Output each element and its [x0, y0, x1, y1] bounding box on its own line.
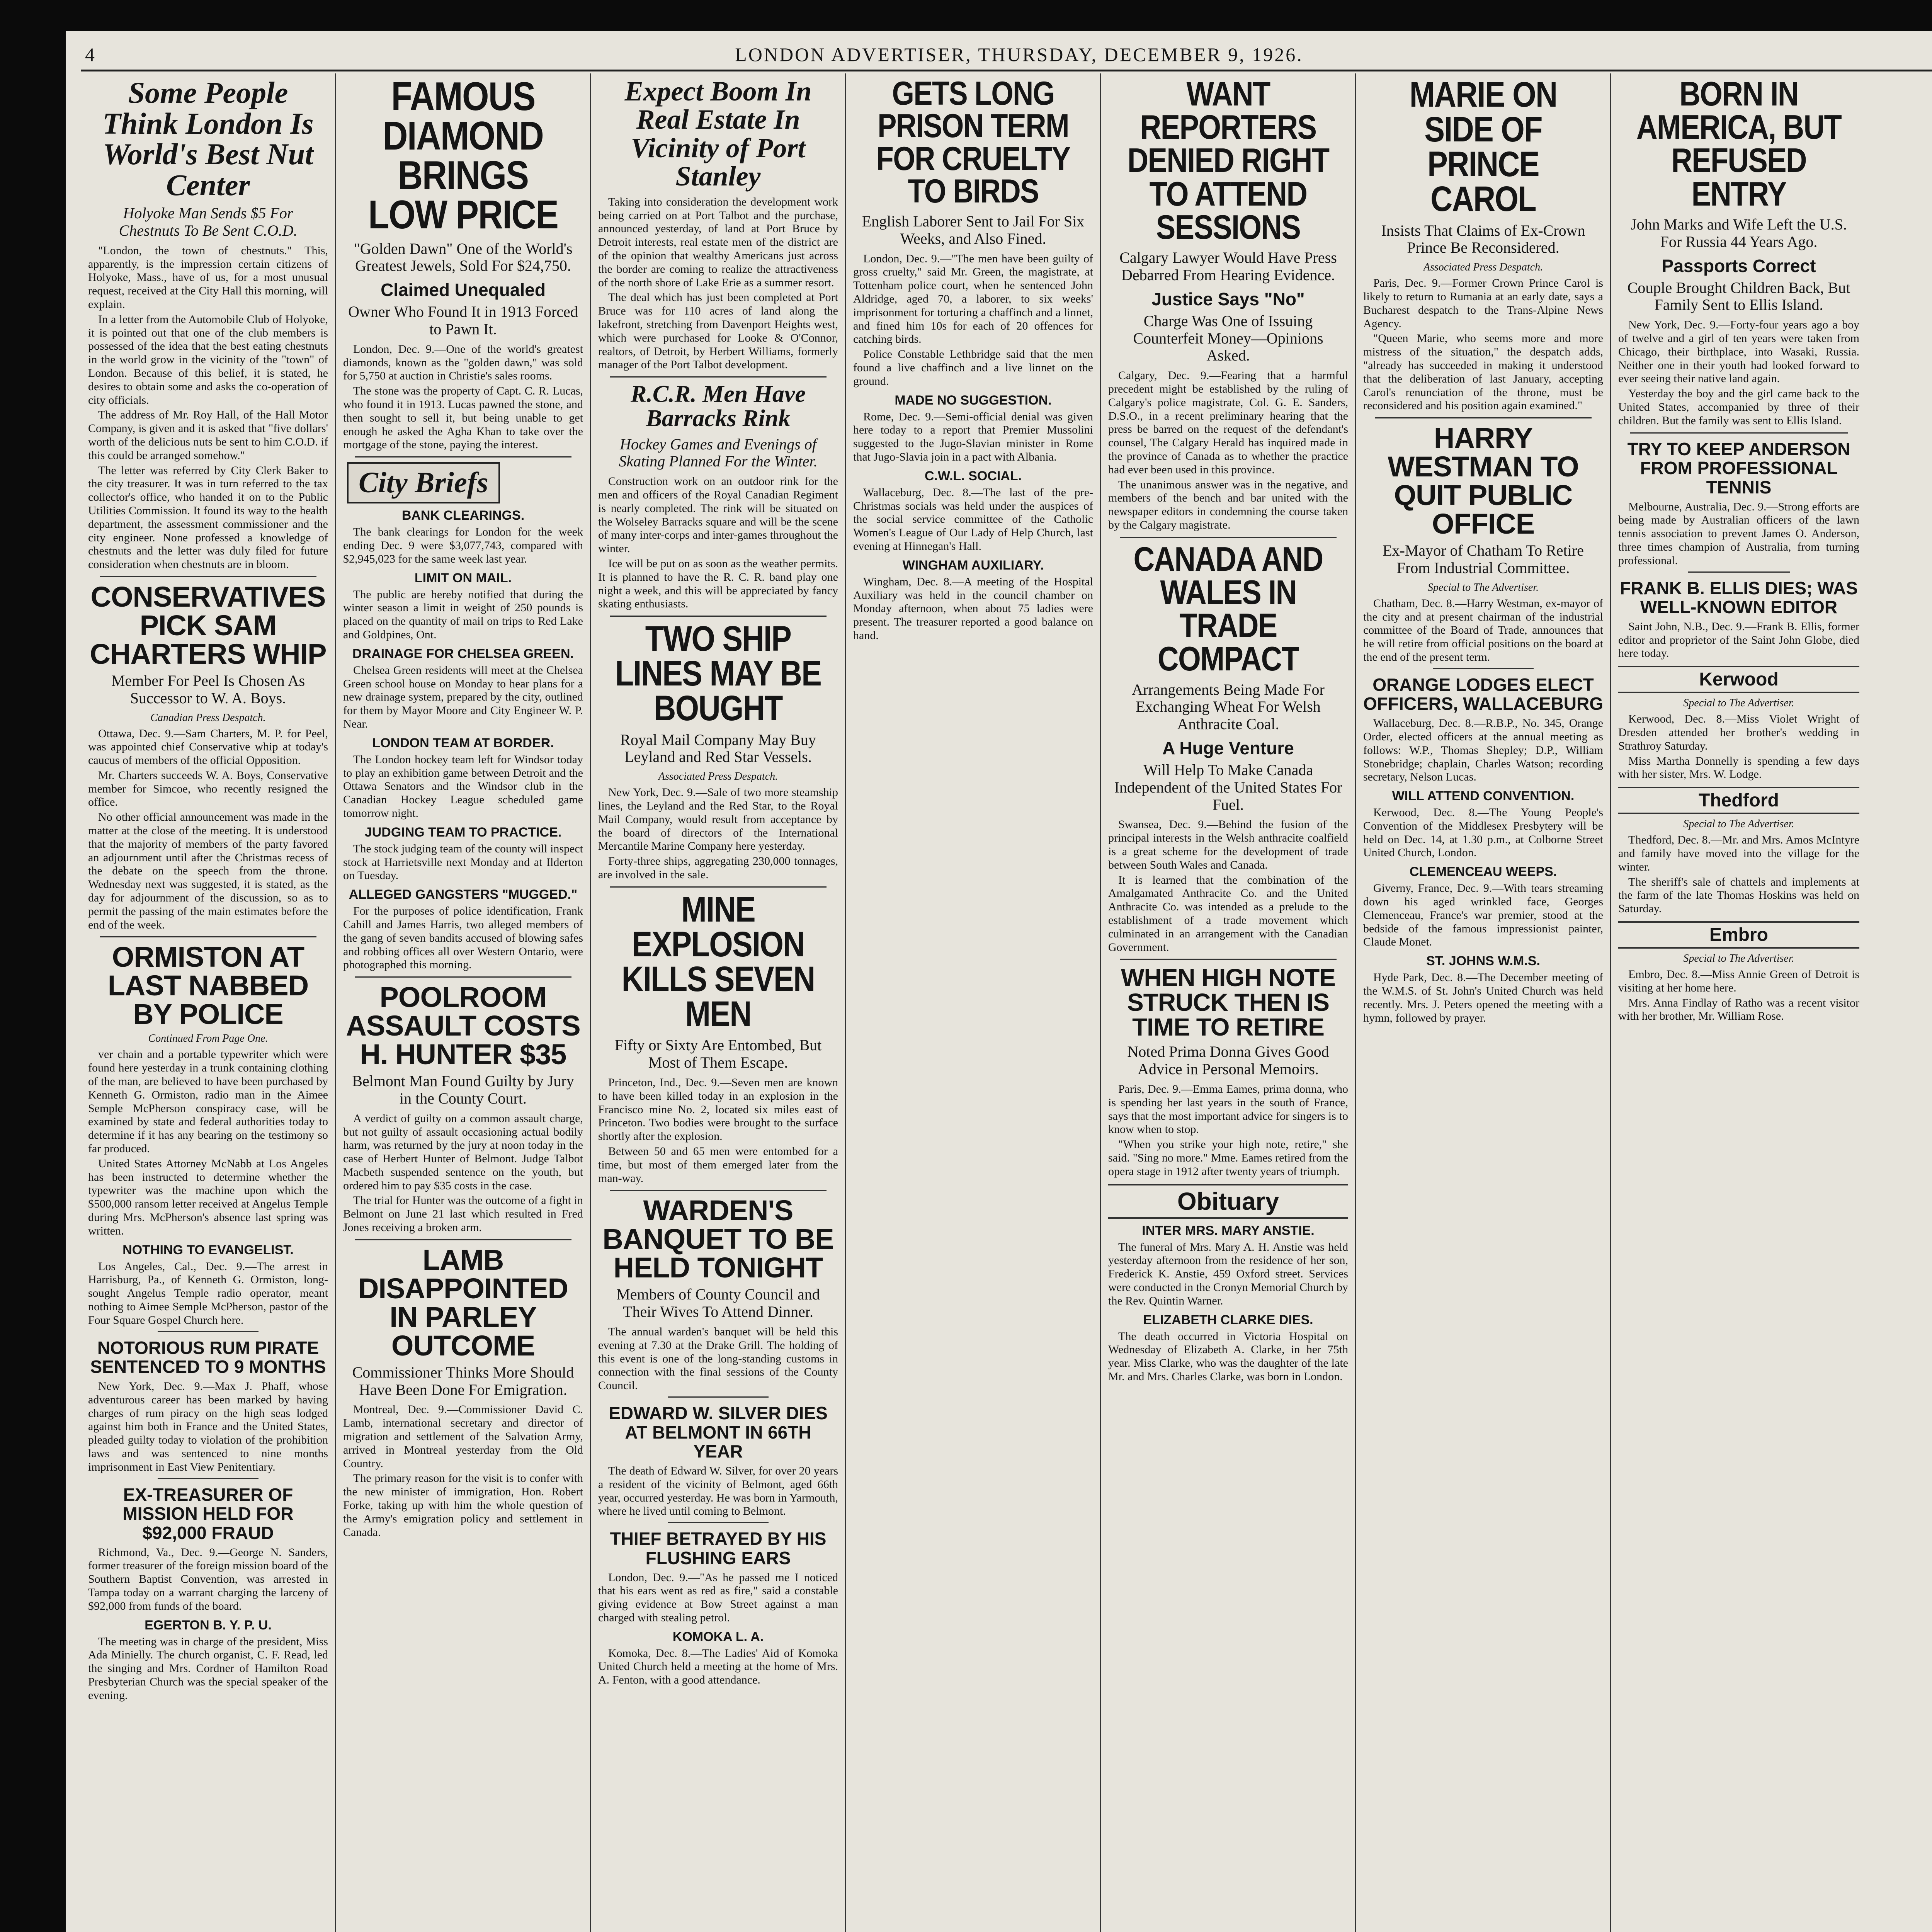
- paragraph: Wingham, Dec. 8.—A meeting of the Hospital Auxiliary was held in the council chamber on Monday afternoon, when about 75 ladies were present. The treasurer reported a good balance on hand.: [853, 575, 1093, 642]
- headline-ship-lines: TWO SHIP LINES MAY BE BOUGHT: [615, 619, 821, 728]
- paragraph: The annual warden's banquet will be held this evening at 7.30 at the Drake Grill. The holding of this event is one of the long-standing customs in connection with the final sessions of the County Council.: [598, 1325, 838, 1392]
- paragraph: Richmond, Va., Dec. 9.—George N. Sanders, former treasurer of the foreign mission board of the Southern Baptist Convention, was arrested in Tampa today on a warrant charging the larceny of $92,000 from funds of the board.: [88, 1546, 328, 1612]
- headline-ormiston: ORMISTON AT LAST NABBED BY POLICE: [107, 941, 309, 1031]
- brief-text: The stock judging team of the county will inspect stock at Harrietsville next Monday and at Ilderton on Tuesday.: [343, 842, 583, 882]
- article-lamb: [343, 1403, 583, 1539]
- deck-cruelty-birds: English Laborer Sent to Jail For Six Weeks, and Also Fined.: [862, 213, 1085, 247]
- deck-born-america-2: Passports Correct: [1662, 255, 1816, 276]
- divider: [1433, 668, 1534, 669]
- paragraph: Construction work on an outdoor rink for the men and officers of the Royal Canadian Regiment is nearly completed. The rink will be situated on the Wolseley Barracks square and will be the scene of many inter-corps and inter-games throughout the winter.: [598, 475, 838, 555]
- headline-born-america: BORN IN AMERICA, BUT REFUSED ENTRY: [1636, 75, 1842, 213]
- divider: [668, 1522, 769, 1523]
- headline-diamond: FAMOUS DIAMOND BRINGS LOW PRICE: [368, 74, 558, 237]
- headline-wardens-banquet: WARDEN'S BANQUET TO BE HELD TONIGHT: [602, 1194, 834, 1284]
- headline-high-note: WHEN HIGH NOTE STRUCK THEN IS TIME TO RETIRE: [1121, 964, 1335, 1041]
- deck-reporters-2: Justice Says "No": [1151, 289, 1305, 309]
- paragraph: Komoka, Dec. 8.—The Ladies' Aid of Komoka United Church held a meeting at the home of Mrs. A. Fenton, with a good attendance.: [598, 1646, 838, 1687]
- headline-reporters: WANT REPORTERS DENIED RIGHT TO ATTEND SESSIONS: [1127, 75, 1329, 246]
- city-briefs-title: City Briefs: [347, 462, 500, 503]
- subhead-clemenceau: CLEMENCEAU WEEPS.: [1409, 864, 1557, 879]
- article-cruelty-birds: [853, 252, 1093, 388]
- paragraph: The trial for Hunter was the outcome of a fight in Belmont on June 21 last which resulted in Fred Jones receiving a broken arm.: [343, 1194, 583, 1234]
- paragraph: The sheriff's sale of chattels and implements at the farm of the late Thomas Hoskins was held on Saturday.: [1618, 875, 1859, 915]
- brief-text: The public are hereby notified that during the winter season a limit in weight of 250 pounds is placed on the quantity of mail on trips to Red Lake and Goldpines, Ont.: [343, 588, 583, 641]
- column-6: [1356, 73, 1611, 1932]
- article-born-america: [1618, 318, 1859, 427]
- article-clarke: [1108, 1330, 1348, 1384]
- divider: [610, 1190, 827, 1191]
- subhead-no-suggestion: MADE NO SUGGESTION.: [895, 393, 1052, 408]
- brief-head: ALLEGED GANGSTERS "MUGGED.": [349, 887, 578, 902]
- headline-cruelty-birds: GETS LONG PRISON TERM FOR CRUELTY TO BIRDS: [876, 75, 1070, 210]
- divider: [355, 976, 571, 978]
- article-rcr-rink: [598, 475, 838, 611]
- paragraph: Rome, Dec. 9.—Semi-official denial was given here today to a report that Premier Mussolini suggested to the Jugo-Slavian minister in Rome that Jugo-Slavia join in a pact with Albania.: [853, 410, 1093, 464]
- article-rum-pirate: [88, 1380, 328, 1474]
- paragraph: Montreal, Dec. 9.—Commissioner David C. Lamb, international secretary and director of migration and settlement of the Salvation Army, arrived in Montreal yesterday from the Old Country.: [343, 1403, 583, 1470]
- paragraph: Swansea, Dec. 9.—Behind the fusion of the principal interests in the Welsh anthracite coalfield is a great scheme for the development of trade between South Wales and Canada.: [1108, 818, 1348, 871]
- newspaper-page: [66, 31, 1932, 1932]
- paragraph: Embro, Dec. 8.—Miss Annie Green of Detroit is visiting at her home here.: [1618, 968, 1859, 994]
- subhead-convention: WILL ATTEND CONVENTION.: [1392, 789, 1575, 804]
- byline: Special to The Advertiser.: [1683, 697, 1794, 709]
- paragraph: Wallaceburg, Dec. 8.—R.B.P., No. 345, Orange Order, elected officers at the annual meeting as follows: W.P., Thomas Shepley; D.P., William Stonebridge; chaplain, Charles Watson; recording secretary, Nelson Lucas.: [1363, 717, 1603, 784]
- headline-poolroom: POOLROOM ASSAULT COSTS H. HUNTER $35: [346, 981, 580, 1071]
- masthead-title: LONDON ADVERTISER, THURSDAY, DECEMBER 9, 1926.: [735, 44, 1303, 65]
- article-no-suggestion: [853, 410, 1093, 464]
- article-ellis: [1618, 620, 1859, 660]
- byline: Special to The Advertiser.: [1427, 581, 1539, 594]
- brief-head: LIMIT ON MAIL.: [414, 570, 512, 585]
- paragraph: "When you strike your high note, retire," she said. "Sing no more." Mme. Eames retired from the opera stage in 1912 after twenty years of triumph.: [1108, 1138, 1348, 1178]
- paragraph: Miss Martha Donnelly is spending a few days with her sister, Mrs. W. Lodge.: [1618, 754, 1859, 781]
- divider: [1120, 959, 1337, 960]
- byline: Special to The Advertiser.: [1683, 818, 1794, 830]
- paragraph: Kerwood, Dec. 8.—Miss Violet Wright of Dresden attended her brother's wedding in Strathroy Saturday.: [1618, 713, 1859, 752]
- city-briefs-logo: [347, 462, 583, 503]
- paragraph: Kerwood, Dec. 8.—The Young People's Convention of the Middlesex Presbytery will be held on Dec. 14, at 1.30 p.m., at Colborne Street United Church, London.: [1363, 806, 1603, 859]
- paragraph: Between 50 and 65 men were entombed for a time, but most of them emerged later from the man-way.: [598, 1145, 838, 1185]
- paragraph: Police Constable Lethbridge said that the men found a live chaffinch and a live linnet on the ground.: [853, 348, 1093, 388]
- paragraph: Ice will be put on as soon as the weather permits. It is planned to have the R. C. R. band play one night a week, and this will be appreciated by fancy skating enthusiasts.: [598, 557, 838, 611]
- deck-diamond-3: Owner Who Found It in 1913 Forced to Pawn It.: [348, 303, 578, 338]
- article-mission-fraud: [88, 1546, 328, 1613]
- article-anderson: [1618, 500, 1859, 568]
- article-egerton: [88, 1635, 328, 1702]
- article-port-stanley: [598, 196, 838, 372]
- headline-canada-wales: CANADA AND WALES IN TRADE COMPACT: [1133, 539, 1323, 678]
- article-thedford: [1618, 833, 1859, 916]
- columns: [81, 73, 1932, 1932]
- article-marie: [1363, 277, 1603, 413]
- headline-mission-fraud: EX-TREASURER OF MISSION HELD FOR $92,000 FRAUD: [122, 1484, 294, 1543]
- paragraph: Melbourne, Australia, Dec. 9.—Strong efforts are being made by Australian officers of the lawn tennis association to prevent James O. Anderson, three times champion of Australia, from turning professional.: [1618, 500, 1859, 567]
- article-canada-wales: [1108, 818, 1348, 954]
- headline-nut-center: Some People Think London Is World's Best Nut Center: [102, 76, 314, 202]
- paragraph: Mr. Charters succeeds W. A. Boys, Conservative member for Simcoe, who recently resigned the office.: [88, 769, 328, 809]
- paragraph: London, Dec. 9.—One of the world's greatest diamonds, known as the "golden dawn," was sold for 5,750 at auction in Christie's sales rooms.: [343, 342, 583, 383]
- divider: [1120, 537, 1337, 538]
- paragraph: "London, the town of chestnuts." This, apparently, is the impression certain citizens of Holyoke, Mass., have of us, for a most unusual request, received at the City Hall this morning, will explain.: [88, 244, 328, 311]
- paragraph: Los Angeles, Cal., Dec. 9.—The arrest in Harrisburg, Pa., of Kenneth G. Ormiston, long-sought Angelus Temple radio operator, meant nothing to Aimee Semple McPherson, pastor of the Four Square Gospel Church here.: [88, 1260, 328, 1327]
- headline-rum-pirate: NOTORIOUS RUM PIRATE SENTENCED TO 9 MONTHS: [90, 1337, 326, 1377]
- paragraph: New York, Dec. 9.—Sale of two more steamship lines, the Leyland and the Red Star, to the Royal Mail Company, would result from acceptance by the board of directors of the International Mercantile Marine Company here yesterday.: [598, 786, 838, 853]
- article-evangelist: [88, 1260, 328, 1327]
- deck-marie: Insists That Claims of Ex-Crown Prince Be Reconsidered.: [1381, 221, 1585, 257]
- page-number: 4: [85, 44, 95, 65]
- column-3: [591, 73, 846, 1932]
- divider: [100, 936, 316, 937]
- deck-born-america-3: Couple Brought Children Back, But Family Sent to Ellis Island.: [1627, 279, 1850, 314]
- article-reporters: [1108, 369, 1348, 532]
- paragraph: The death of Edward W. Silver, for over 20 years a resident of the vicinity of Belmont, aged 66th year, occurred yesterday. He was born in Yarmouth, where he lived until coming to Belmont.: [598, 1464, 838, 1518]
- deck-lamb: Commissioner Thinks More Should Have Been Done For Emigration.: [352, 1363, 574, 1398]
- column-7: [1611, 73, 1866, 1932]
- city-briefs-list: [343, 508, 583, 972]
- deck-rcr-rink: Hockey Games and Evenings of Skating Planned For the Winter.: [619, 435, 818, 470]
- deck-diamond: "Golden Dawn" One of the World's Greatest Jewels, Sold For $24,750.: [354, 240, 573, 275]
- article-ship-lines: [598, 786, 838, 882]
- deck-nut-center: Holyoke Man Sends $5 For Chestnuts To Be Sent C.O.D.: [119, 204, 298, 239]
- obituary-banner: Obituary: [1108, 1184, 1348, 1219]
- paragraph: The address of Mr. Roy Hall, of the Hall Motor Company, is given and it is asked that "five dollars' worth of the delicious nuts be sent to him C.O.D. if this could be arranged somehow.": [88, 408, 328, 462]
- headline-port-stanley: Expect Boom In Real Estate In Vicinity of Port Stanley: [624, 76, 812, 192]
- deck-canada-wales-2: A Huge Venture: [1162, 738, 1294, 759]
- headline-anderson: TRY TO KEEP ANDERSON FROM PROFESSIONAL TENNIS: [1627, 439, 1850, 497]
- article-orange-lodges: [1363, 717, 1603, 784]
- deck-poolroom: Belmont Man Found Guilty by Jury in the County Court.: [352, 1072, 574, 1107]
- headline-lamb: LAMB DISAPPOINTED IN PARLEY OUTCOME: [358, 1243, 568, 1362]
- headline-silver-dies: EDWARD W. SILVER DIES AT BELMONT IN 66TH YEAR: [609, 1403, 828, 1462]
- byline: Canadian Press Despatch.: [150, 711, 266, 724]
- divider: [100, 576, 316, 577]
- divider: [668, 1396, 769, 1398]
- divider: [158, 1331, 259, 1332]
- article-nut-center: [88, 244, 328, 571]
- article-charters-whip: [88, 727, 328, 932]
- subhead-wingham: WINGHAM AUXILIARY.: [902, 558, 1044, 573]
- paragraph: The primary reason for the visit is to confer with the new minister of immigration, Hon. Robert Forke, taking up with him the whole question of the Army's emigration policy and settlement in Canada.: [343, 1472, 583, 1539]
- headline-ellis: FRANK B. ELLIS DIES; WAS WELL-KNOWN EDITOR: [1620, 578, 1858, 617]
- subhead-komoka: KOMOKA L. A.: [672, 1629, 764, 1644]
- deck-ship-lines: Royal Mail Company May Buy Leyland and Red Star Vessels.: [620, 731, 816, 766]
- brief-head: LONDON TEAM AT BORDER.: [372, 735, 554, 750]
- embro-banner: Embro: [1618, 921, 1859, 949]
- article-st-johns: [1363, 971, 1603, 1025]
- paragraph: The stone was the property of Capt. C. R. Lucas, who found it in 1913. Lucas pawned the stone, and then sought to sell it, but being unable to get enough he asked the Agha Khan to take over the mortgage of the stone, paying the interest.: [343, 384, 583, 451]
- divider: [355, 1239, 571, 1240]
- brief-head: DRAINAGE FOR CHELSEA GREEN.: [352, 646, 574, 661]
- column-1: [81, 73, 336, 1932]
- brief-head: JUDGING TEAM TO PRACTICE.: [364, 825, 562, 840]
- paragraph: The meeting was in charge of the president, Miss Ada Minielly. The church organist, C. F. Read, led the singing and Mrs. Cordner of Hamilton Road Presbyterian Church was the special speaker of the evening.: [88, 1635, 328, 1702]
- divider: [610, 886, 827, 888]
- article-cwl-social: [853, 486, 1093, 553]
- article-poolroom: [343, 1112, 583, 1235]
- divider: [1630, 432, 1848, 434]
- deck-reporters-3: Charge Was One of Issuing Counterfeit Money—Opinions Asked.: [1133, 312, 1323, 364]
- article-convention: [1363, 806, 1603, 860]
- deck-canada-wales-3: Will Help To Make Canada Independent of the United States For Fuel.: [1114, 761, 1342, 813]
- deck-wardens-banquet: Members of County Council and Their Wives To Attend Dinner.: [616, 1286, 820, 1321]
- headline-orange-lodges: ORANGE LODGES ELECT OFFICERS, WALLACEBURG: [1363, 674, 1603, 714]
- paragraph: Wallaceburg, Dec. 8.—The last of the pre-Christmas socials was held under the auspices of the social service committee of the Catholic Women's League of Our Lady of Help Church, last evening at Hinnegan's Hall.: [853, 486, 1093, 553]
- deck-reporters: Calgary Lawyer Would Have Press Debarred From Hearing Evidence.: [1119, 249, 1337, 284]
- deck-westman: Ex-Mayor of Chatham To Retire From Industrial Committee.: [1383, 542, 1584, 577]
- deck-mine-explosion: Fifty or Sixty Are Entombed, But Most of Them Escape.: [614, 1036, 822, 1071]
- article-silver-dies: [598, 1464, 838, 1518]
- article-westman: [1363, 597, 1603, 664]
- thedford-banner: Thedford: [1618, 787, 1859, 814]
- column-5: [1101, 73, 1356, 1932]
- kerwood-banner: Kerwood: [1618, 666, 1859, 693]
- paragraph: The deal which has just been completed at Port Bruce was for 110 acres of land along the lakefront, stretching from Davenport Heights west, which were purchased for Looke & O'Connor, realtors, of Detroit, by Herbert Williams, formerly manager of the Port Talbot development.: [598, 291, 838, 371]
- headline-flushing-ears: THIEF BETRAYED BY HIS FLUSHING EARS: [610, 1529, 827, 1568]
- paragraph: London, Dec. 9.—"The men have been guilty of gross cruelty," said Mr. Green, the magistrate, at Tottenham police court, when he sentenced John Aldridge, aged 70, a laborer, to six weeks' imprisonment for torturing a chaffinch and a linnet, and fined him 10s for each of 20 offences for catching birds.: [853, 252, 1093, 346]
- paragraph: A verdict of guilty on a common assault charge, but not guilty of assault occasioning actual bodily harm, was returned by the jury at noon today in the case of Herbert Hunter of Belmont. Judge Talbot Macbeth suspended sentence on the youth, but ordered him to pay $35 costs in the case.: [343, 1112, 583, 1192]
- article-wardens-banquet: [598, 1325, 838, 1393]
- byline: Associated Press Despatch.: [658, 770, 778, 783]
- article-anstie: [1108, 1241, 1348, 1308]
- subhead-evangelist: NOTHING TO EVANGELIST.: [122, 1242, 294, 1257]
- subhead-anstie: INTER MRS. MARY ANSTIE.: [1142, 1223, 1315, 1238]
- paragraph: Mrs. Anna Findlay of Ratho was a recent visitor with her brother, Mr. William Rose.: [1618, 996, 1859, 1023]
- deck-high-note: Noted Prima Donna Gives Good Advice in Personal Memoirs.: [1127, 1043, 1329, 1078]
- byline: Continued From Page One.: [148, 1032, 268, 1045]
- byline: Special to The Advertiser.: [1683, 952, 1794, 964]
- paragraph: No other official announcement was made in the matter at the close of the meeting. It is understood that the majority of members of the party favored an adjournment until after the Christmas recess of the debate on the speech from the throne. Wednesday next was suggested, it is stated, as the day for adjournment of the discussion, so as to permit the passing of the main estimates before the end of the week.: [88, 811, 328, 931]
- paragraph: ver chain and a portable typewriter which were found here yesterday in a trunk containing clothing of the man, are believed to have been purchased by Kenneth G. Ormiston, radio man in the Aimee Semple McPherson conspiracy case, will be examined by state and federal authorities today to determine if it has any bearing on the testimony so far produced.: [88, 1048, 328, 1155]
- column-2: [336, 73, 591, 1932]
- brief-text: Chelsea Green residents will meet at the Chelsea Green school house on Monday to hear plans for a new drainage system, prepared by the city, outlined for them by Mayor Moore and City Engineer W. P. Near.: [343, 663, 583, 730]
- divider: [610, 616, 827, 617]
- paragraph: Hyde Park, Dec. 8.—The December meeting of the W.M.S. of St. John's United Church was held recently. Mrs. J. Peters opened the meeting with a hymn, followed by prayer.: [1363, 971, 1603, 1024]
- byline: Associated Press Despatch.: [1423, 261, 1543, 274]
- deck-canada-wales: Arrangements Being Made For Exchanging Wheat For Welsh Anthracite Coal.: [1132, 680, 1325, 733]
- headline-charters-whip: CONSERVATIVES PICK SAM CHARTERS WHIP: [90, 580, 327, 670]
- paragraph: Giverny, France, Dec. 9.—With tears streaming down his aged wrinkled face, Georges Clemenceau, France's war premier, stood at the bedside of the famous impressionist painter, Claude Monet.: [1363, 882, 1603, 949]
- article-kerwood: [1618, 713, 1859, 781]
- paragraph: Thedford, Dec. 8.—Mr. and Mrs. Amos McIntyre and family have moved into the village for the winter.: [1618, 833, 1859, 873]
- divider: [1688, 571, 1790, 573]
- paragraph: New York, Dec. 9.—Forty-four years ago a boy of twelve and a girl of ten years were taken from Chicago, their birthplace, into Wasaki, Russia. Neither one in their youth had looked forward to ever seeing their native land again.: [1618, 318, 1859, 385]
- paragraph: Paris, Dec. 9.—Former Crown Prince Carol is likely to return to Rumania at an early date, says a Bucharest despatch to the Trans-Alpine News Agency.: [1363, 277, 1603, 330]
- paragraph: London, Dec. 9.—"As he passed me I noticed that his ears went as red as fire," said a constable giving evidence at Bow Street against a man charged with stealing petrol.: [598, 1571, 838, 1624]
- paragraph: The unanimous answer was in the negative, and members of the bench and bar united with the newspaper editors in condemning the course taken by the Calgary magistrate.: [1108, 478, 1348, 531]
- subhead-clarke: ELIZABETH CLARKE DIES.: [1143, 1312, 1313, 1327]
- paragraph: Ottawa, Dec. 9.—Sam Charters, M. P. for Peel, was appointed chief Conservative whip at today's caucus of members of the official Opposition.: [88, 727, 328, 767]
- paragraph: Forty-three ships, aggregating 230,000 tonnages, are involved in the sale.: [598, 855, 838, 881]
- paragraph: The letter was referred by City Clerk Baker to the city treasurer. It was in turn referred to the tax collector's office, who handed it on to the Public Utilities Commission. It found its way to the health department, the assessment commissioner and the city engineer. None professed a knowledge of chestnuts and the letter was duly filed for future consideration when chestnuts are in bloom.: [88, 464, 328, 571]
- deck-charters-whip: Member For Peel Is Chosen As Successor to W. A. Boys.: [111, 672, 305, 707]
- subhead-cwl-social: C.W.L. SOCIAL.: [924, 468, 1022, 483]
- paragraph: Chatham, Dec. 8.—Harry Westman, ex-mayor of the city and at present chairman of the industrial committee of the Board of Trade, announces that he will retire from official positions on the board at the end of the present term.: [1363, 597, 1603, 663]
- article-mine-explosion: [598, 1076, 838, 1185]
- headline-mine-explosion: MINE EXPLOSION KILLS SEVEN MEN: [621, 889, 815, 1034]
- paragraph: The funeral of Mrs. Mary A. H. Anstie was held yesterday afternoon from the residence of her son, Frederick K. Anstie, 459 Oxford street. Services were conducted in the Cronyn Memorial Church by the Rev. Quintin Warner.: [1108, 1240, 1348, 1307]
- subhead-egerton: EGERTON B. Y. P. U.: [145, 1617, 272, 1633]
- paragraph: The death occurred in Victoria Hospital on Wednesday of Elizabeth A. Clarke, in her 75th year. Miss Clarke, who was the daughter of the late Mr. and Mrs. Charles Clarke, was born in London.: [1108, 1330, 1348, 1383]
- divider: [610, 376, 827, 378]
- divider: [158, 1478, 259, 1479]
- divider: [1375, 417, 1592, 418]
- brief-text: The London hockey team left for Windsor today to play an exhibition game between Detroit and the Ottawa Senators and the Windsor club in the Canadian Hockey League scheduled game tomorrow night.: [343, 753, 583, 820]
- article-komoka: [598, 1647, 838, 1687]
- paragraph: Princeton, Ind., Dec. 9.—Seven men are known to have been killed today in an explosion in the Francisco mine No. 2, located six miles east of Princeton. Two bodies were brought to the surface shortly after the explosion.: [598, 1076, 838, 1143]
- deck-diamond-2: Claimed Unequaled: [381, 280, 546, 300]
- paragraph: Calgary, Dec. 9.—Fearing that a harmful precedent might be established by the ruling of Calgary's police magistrate, Col. G. E. Sanders, D.S.O., in a recent preliminary hearing that the press be barred on the request of the defendant's counsel, The Calgary Herald has inquired made in the province of Canada as to whether the practice had ever been used in this province.: [1108, 369, 1348, 476]
- paragraph: Saint John, N.B., Dec. 9.—Frank B. Ellis, former editor and proprietor of the Saint John Globe, died here today.: [1618, 620, 1859, 660]
- paragraph: Paris, Dec. 9.—Emma Eames, prima donna, who is spending her last years in the south of France, says that the most important advice for singers is to know when to stop.: [1108, 1083, 1348, 1136]
- paragraph: Taking into consideration the development work being carried on at Port Talbot and the purchase, announced yesterday, of land at Port Bruce by Detroit interests, real estate men of the district are of the opinion that wealthy Americans just across the border are coming to realize the attractiveness of the north shore of Lake Erie as a summer resort.: [598, 195, 838, 289]
- brief-text: For the purposes of police identification, Frank Cahill and James Harris, two alleged members of the gang of seven bandits accused of blowing safes and robbing offices all over Western Ontario, were photographed this morning.: [343, 905, 583, 971]
- paragraph: It is learned that the combination of the Amalgamated Anthracite Co. and the United Anthracite Co. was intended as a prelude to the establishment of a trade movement which culminated in an arrangement with the Canadian Government.: [1108, 873, 1348, 954]
- article-embro: [1618, 968, 1859, 1023]
- article-flushing-ears: [598, 1571, 838, 1625]
- brief-text: The bank clearings for London for the week ending Dec. 9 were $3,077,743, compared with $2,945,023 for the same week last year.: [343, 526, 583, 565]
- article-wingham: [853, 575, 1093, 643]
- article-clemenceau: [1363, 882, 1603, 949]
- article-diamond: [343, 343, 583, 452]
- masthead: [81, 35, 1932, 71]
- paragraph: United States Attorney McNabb at Los Angeles has been instructed to determine whether the typewriter was the machine upon which the $500,000 ransom letter received at Angelus Temple during Mrs. McPherson's absence last spring was written.: [88, 1157, 328, 1237]
- paragraph: In a letter from the Automobile Club of Holyoke, it is pointed out that one of the club members is possessed of the idea that the best eating chestnuts in the world grow in the vicinity of the "town" of London. Because of this belief, it is stated, he desires to obtain some and asks the co-operation of city officials.: [88, 313, 328, 406]
- deck-born-america: John Marks and Wife Left the U.S. For Russia 44 Years Ago.: [1631, 215, 1847, 250]
- divider: [355, 456, 571, 457]
- subhead-st-johns: ST. JOHNS W.M.S.: [1426, 954, 1540, 969]
- article-high-note: [1108, 1083, 1348, 1179]
- paragraph: Yesterday the boy and the girl came back to the United States, accompanied by three of their children. But the family was sent to Ellis Island.: [1618, 387, 1859, 427]
- headline-marie: MARIE ON SIDE OF PRINCE CAROL: [1409, 75, 1557, 219]
- headline-rcr-rink: R.C.R. Men Have Barracks Rink: [631, 381, 806, 432]
- brief-head: BANK CLEARINGS.: [401, 508, 525, 523]
- headline-westman: HARRY WESTMAN TO QUIT PUBLIC OFFICE: [1388, 422, 1579, 540]
- paragraph: "Queen Marie, who seems more and more mistress of the situation," the despatch adds, "already has succeeded in making it understood that the deliberation of last January, accepting Carol's renunciation of the throne, must be reconsidered and his position again examined.": [1363, 332, 1603, 412]
- column-4: [846, 73, 1101, 1932]
- paragraph: New York, Dec. 9.—Max J. Phaff, whose adventurous career has been marked by having charges of rum piracy on the high seas lodged against him both in France and the United States, pleaded guilty today to violation of the prohibition laws and was sentenced to nine months imprisonment in East View Penitentiary.: [88, 1379, 328, 1473]
- article-ormiston: [88, 1048, 328, 1238]
